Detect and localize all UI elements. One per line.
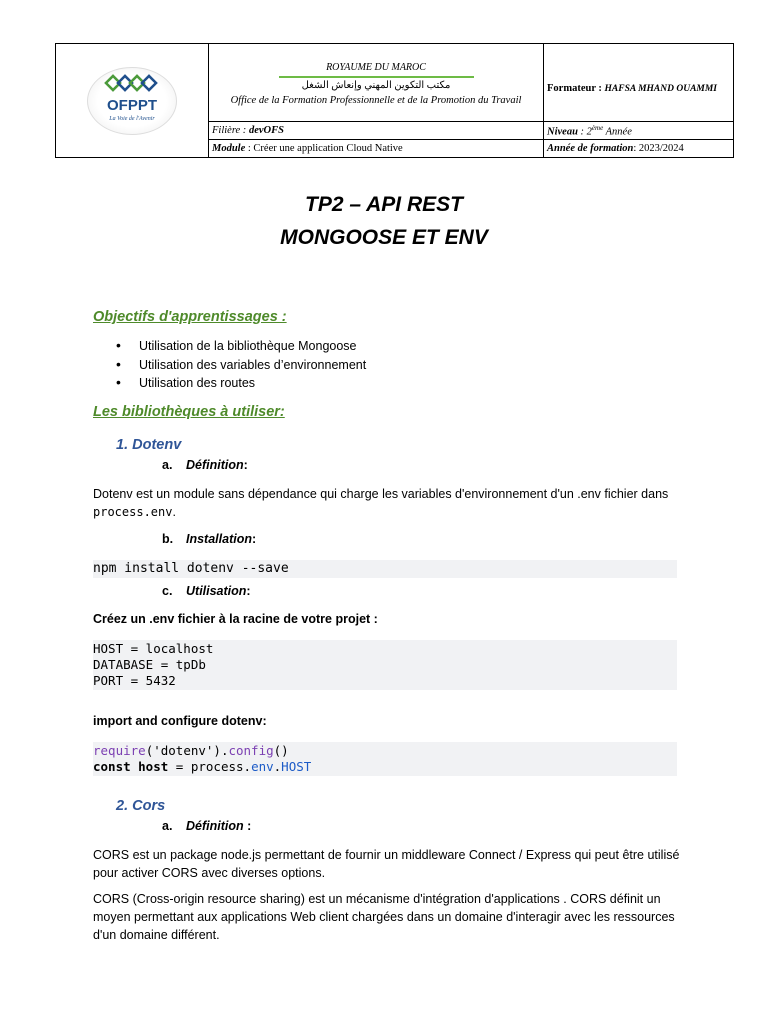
code-line: HOST = localhost [93,641,214,656]
code-token-env: env [251,759,274,774]
definition-code: process.env [93,505,173,519]
cors-paragraph-2: CORS (Cross-origin resource sharing) est un mécanisme d'intégration d'applications . CORS définit un moyen permettant aux applications Web client chargées dans un domaine d'interagir avec les ressources d'un domaine différent. [93,892,675,942]
import-label: import and configure dotenv: [93,714,267,728]
definition-text-part2: . [172,505,176,519]
cors-definition-subheading [162,819,251,833]
logo-text: OFPPT [106,96,157,114]
royaume-text: ROYAUME DU MAROC [326,61,426,73]
sub-colon: : [251,532,257,546]
create-env-label: Créez un .env fichier à la racine de votre projet : [93,612,378,626]
sub-label: Définition [186,819,244,833]
code-token-require: require [93,743,146,758]
sub-colon: : [246,584,251,598]
module-cell [209,140,544,158]
sub-letter: a. [162,819,173,833]
dotenv-definition-text [93,485,683,521]
list-item: • Utilisation des variables d’environnement [116,358,366,377]
niveau-sup: ème [591,123,604,132]
ofppt-logo [87,67,177,135]
annee-cell [544,140,734,158]
cors-heading: 2. Cors [116,798,166,814]
dotenv-heading: 1. Dotenv [116,437,182,453]
annee-label: Année de formation [547,143,634,154]
env-code-block [93,640,677,690]
logo-subtitle: La Voie de l'Avenir [109,115,155,122]
arabic-name: مكتب التكوين المهني وإنعاش الشغل [301,79,451,91]
code-line [93,759,677,775]
document-header [55,43,734,158]
objectifs-list [116,339,366,395]
sub-label: Définition [186,458,244,472]
filiere-value: devOFS [248,125,284,136]
ofppt-logo-icon [102,74,162,96]
filiere-label: Filière : [212,125,249,136]
sub-letter: a. [162,458,173,472]
niveau-value: : 2 [577,126,592,138]
objectifs-heading: Objectifs d'apprentissages : [93,309,287,325]
dotenv-definition-subheading [162,458,248,472]
title-line-1: TP2 – API REST [305,193,463,216]
office-name: Office de la Formation Professionnelle et de la Promotion du Travail [230,94,522,106]
niveau-rest: Année [603,126,632,138]
niveau-cell [544,122,734,140]
dotenv-installation-subheading [162,532,256,546]
import-code-block [93,742,677,776]
code-line [93,743,677,759]
annee-value: : 2023/2024 [633,143,684,154]
code-line: DATABASE = tpDb [93,657,206,672]
title-line-2: MONGOOSE ET ENV [280,226,488,249]
code-token: ('dotenv'). [145,743,229,758]
formateur-value: HAFSA MHAND OUAMMI [604,84,717,94]
code-token: . [273,759,282,774]
green-divider [279,76,474,78]
niveau-label: Niveau [547,126,578,138]
definition-text-part1: Dotenv est un module sans dépendance qui charge les variables d'environnement d'un .env fichier dans [93,487,669,501]
sub-letter: b. [162,532,174,546]
list-item: • Utilisation des routes [116,376,366,395]
institution-cell [209,44,544,122]
list-item: • Utilisation de la bibliothèque Mongoose [116,339,366,358]
bibliotheques-heading: Les bibliothèques à utiliser: [93,404,285,420]
dotenv-utilisation-subheading [162,584,251,598]
sub-colon: : [243,458,248,472]
code-line: PORT = 5432 [93,673,176,688]
formateur-cell [544,44,734,122]
code-token-const: const host [93,759,169,774]
code-token: () [273,743,289,758]
code-token-host: HOST [281,759,312,774]
module-value: : Créer une application Cloud Native [245,143,403,154]
module-label: Module [212,143,246,154]
install-code-block [93,560,677,578]
filiere-cell [209,122,544,140]
code-token: = process. [168,759,252,774]
code-line: npm install dotenv --save [93,561,289,576]
sub-colon: : [243,819,252,833]
cors-paragraph-1: CORS est un package node.js permettant de fournir un middleware Connect / Express qui peut être utilisé pour activer CORS avec diverses options. [93,848,680,880]
code-token-config: config [228,743,274,758]
formateur-label: Formateur : [547,83,605,94]
sub-label: Utilisation [186,584,247,598]
logo-cell [56,44,209,158]
sub-label: Installation [186,532,252,546]
sub-letter: c. [162,584,173,598]
